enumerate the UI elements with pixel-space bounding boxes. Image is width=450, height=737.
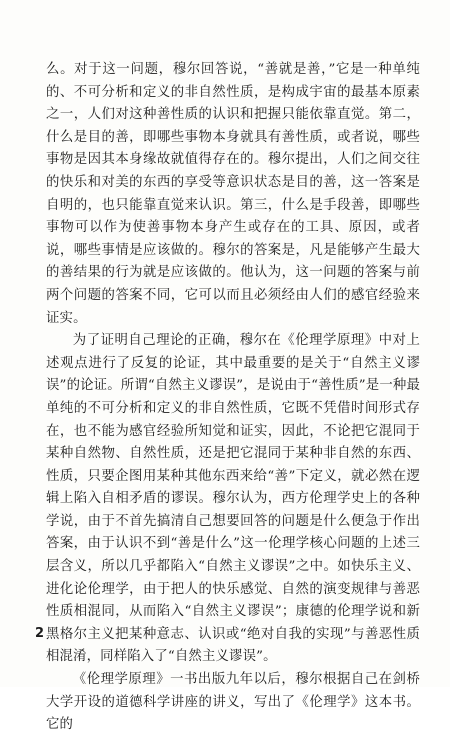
paragraph-1: 么。对于这一问题，穆尔回答说，“善就是善，”它是一种单纯的、不可分析和定义的非自然性质，是构成宇宙的最基本原素之一，人们对这种善性质的认识和把握只能依靠直觉。第二，什么是目的善，即哪些事物本身就具有善性质，或者说，哪些事物是因其本身缘故就值得存在的。穆尔提出，人们之间交往的快乐和对美的东西的享受等意识状态是目的善，这一答案是自明的，也只能靠直觉来认识。第三，什么是手段善，即哪些事物可以作为使善事物本身产生或存在的工具、原因，或者说，哪些事情是应该做的。穆尔的答案是，凡是能够产生最大的善结果的行为就是应该做的。他认为，这一问题的答案与前两个问题的答案不同，它可以而且必须经由人们的感官经验来证实。 xyxy=(46,62,420,326)
body-text xyxy=(46,59,420,737)
paragraph-3: 《伦理学原理》一书出版九年以后，穆尔根据自己在剑桥大学开设的道德科学讲座的讲义，写出了《伦理学》这本书。它的 xyxy=(46,672,420,733)
paragraph-2: 为了证明自己理论的正确，穆尔在《伦理学原理》中对上述观点进行了反复的论证，其中最重要的是关于“自然主义谬误”的论证。所谓“自然主义谬误”，是说由于“善性质”是一种最单纯的不可分析和定义的非自然性质，它既不凭借时间形式存在，也不能为感官经验所知觉和证实，因此，不论把它混同于某种自然物、自然性质，还是把它混同于某种非自然的东西、性质，只要企图用某种其他东西来给“善”下定义，就必然在逻辑上陷入自相矛盾的谬误。穆尔认为，西方伦理学史上的各种学说，由于不首先搞清自己想要回答的问题是什么便急于作出答案，由于认识不到“善是什么”这一伦理学核心问题的上述三层含义，所以几乎都陷入“自然主义谬误”之中。如快乐主义、进化论伦理学，由于把人的快乐感觉、自然的演变规律与善恶性质相混同，从而陷入“自然主义谬误”；康德的伦理学说和新黑格尔主义把某种意志、认识或“绝对自我的实现”与善恶性质相混淆，同样陷入了“自然主义谬误”。 xyxy=(46,333,420,665)
page-number: 2 xyxy=(35,626,45,641)
